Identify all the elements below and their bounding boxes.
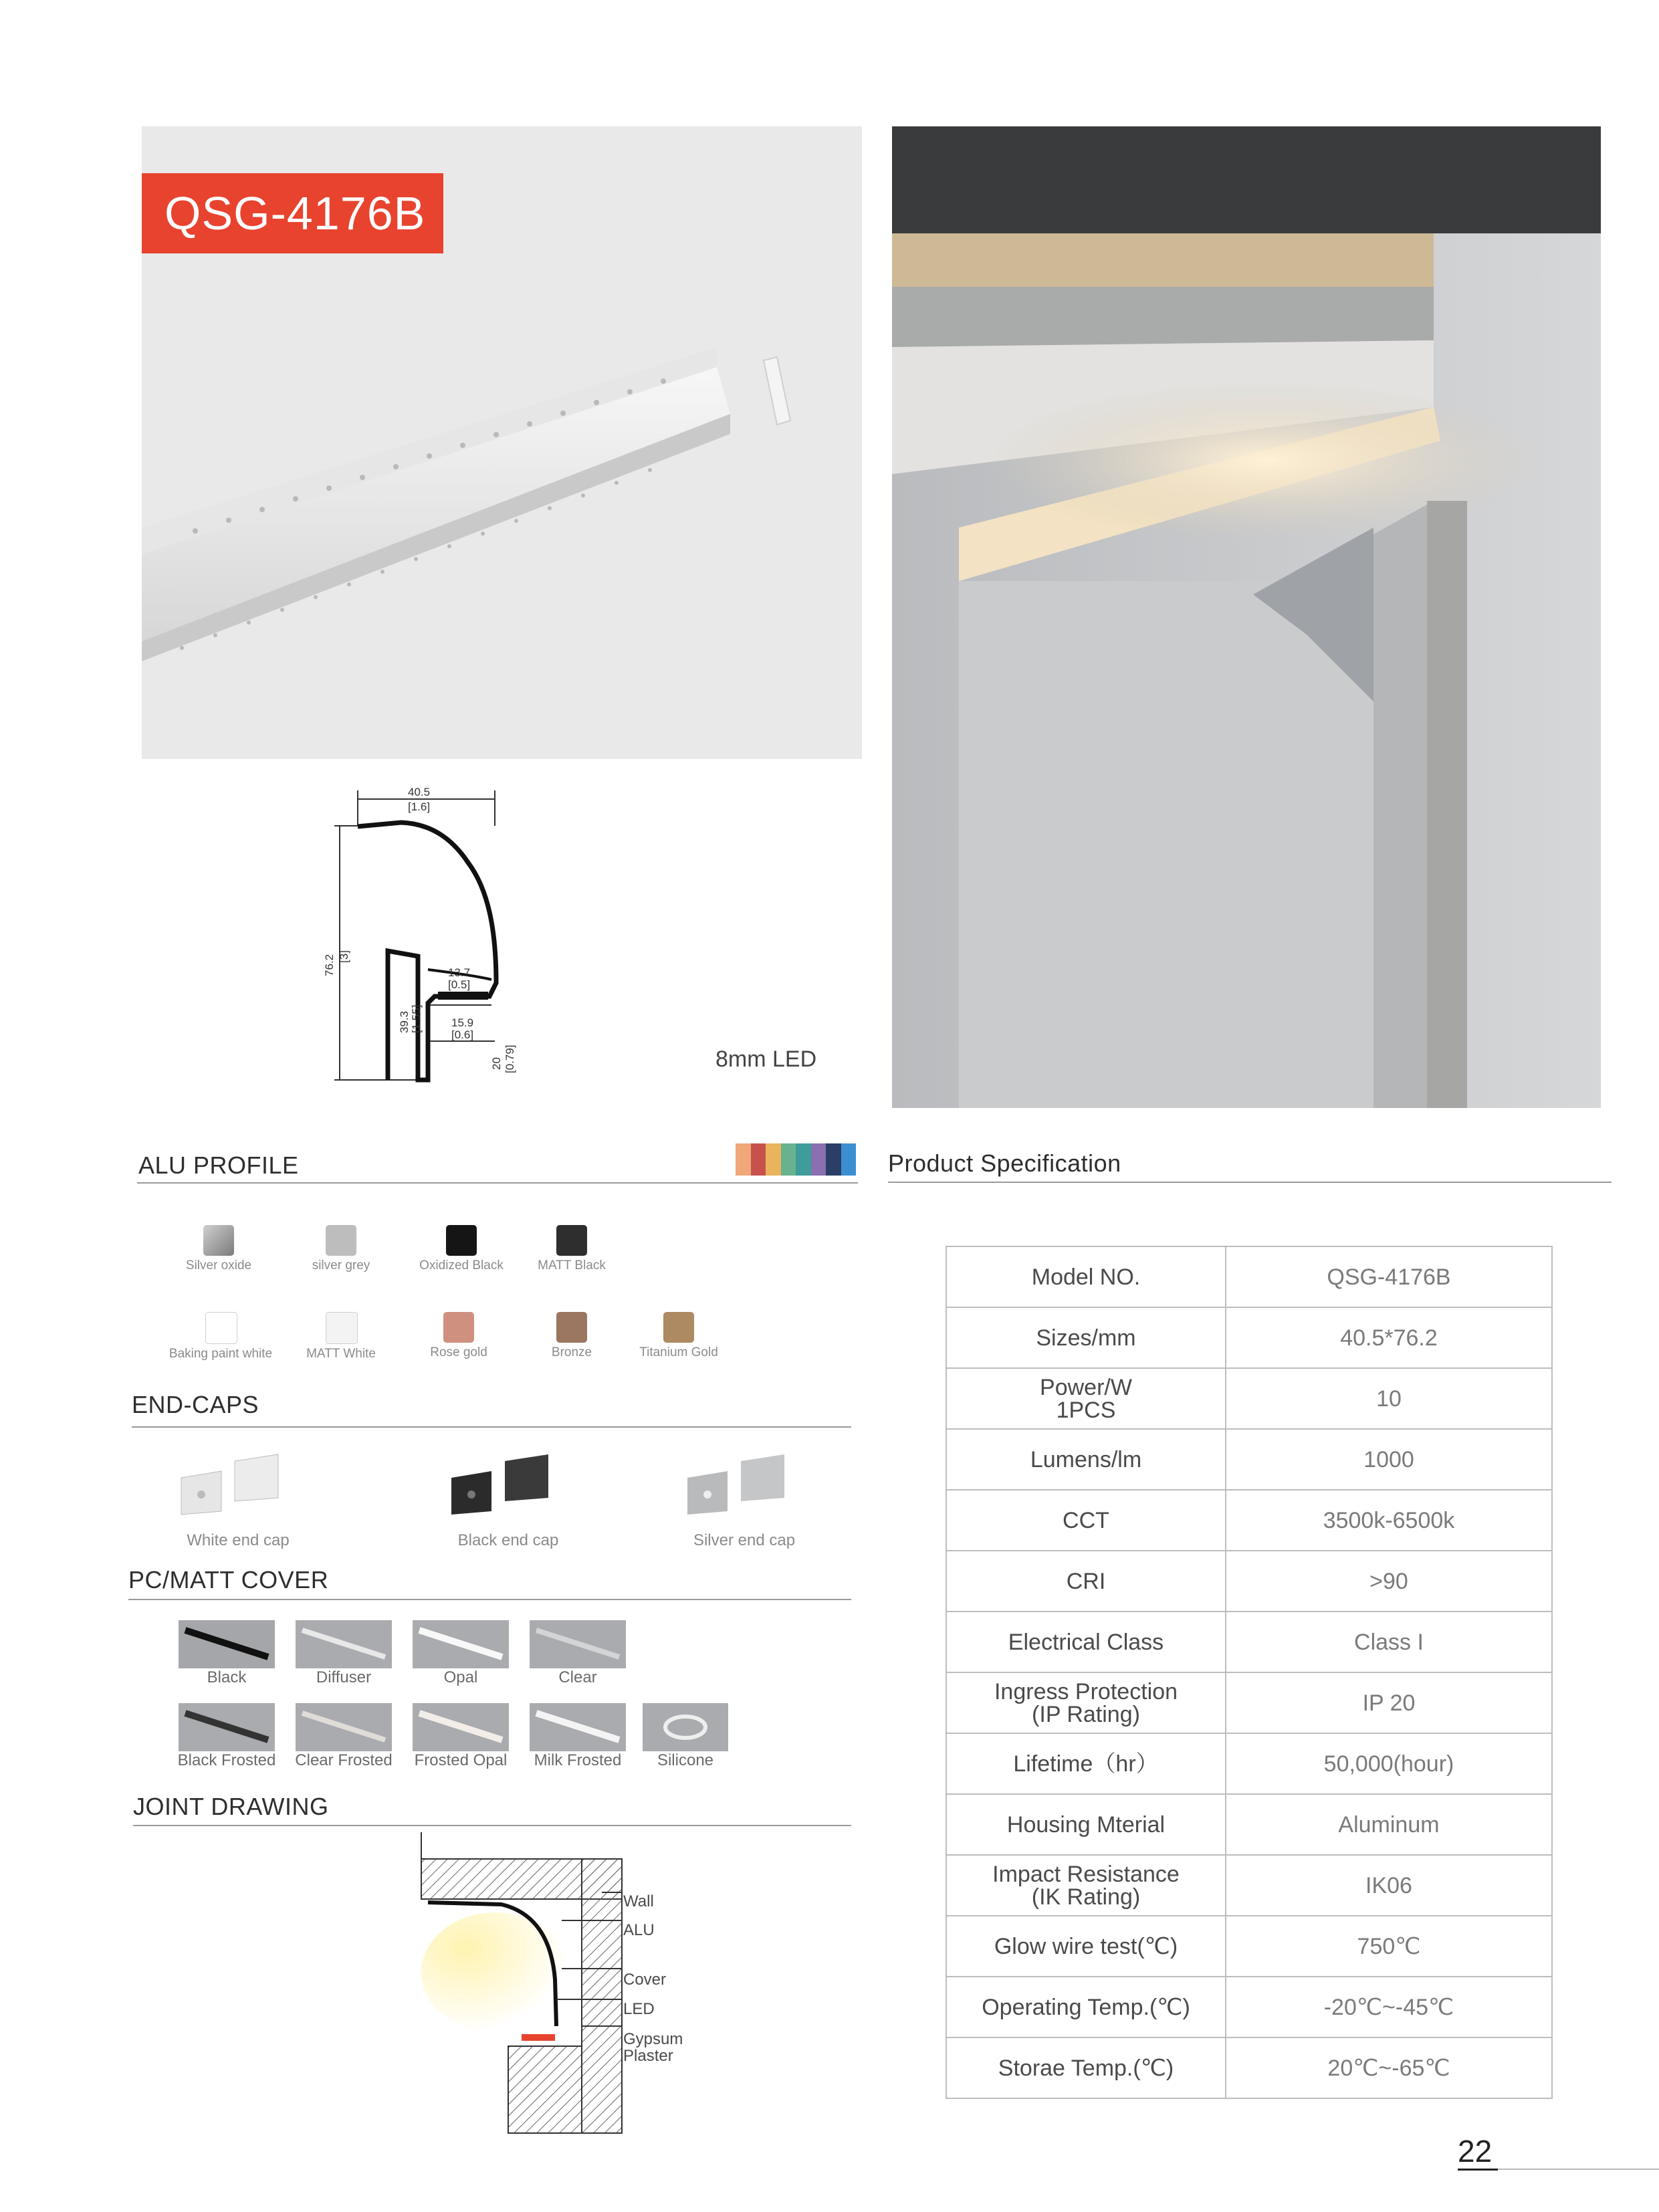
- cover-swatch: [296, 1703, 392, 1751]
- dim-width: 40.5: [408, 786, 431, 798]
- spec-row: [946, 1551, 1552, 1612]
- finish-label: Rose gold: [430, 1345, 487, 1359]
- profile-cross-section-drawing: [308, 776, 588, 1097]
- finish-swatch: [326, 1225, 356, 1256]
- spec-value: IP 20: [1226, 1672, 1552, 1733]
- cover-opal: [397, 1620, 524, 1687]
- finish-label: Oxidized Black: [419, 1258, 504, 1273]
- spec-value: Aluminum: [1226, 1794, 1552, 1855]
- dim-height: 76.2: [323, 954, 336, 976]
- cover-label: Silicone: [657, 1751, 714, 1769]
- cover-diffuser: [280, 1620, 407, 1687]
- spec-value: IK06: [1226, 1855, 1552, 1916]
- cover-swatch: [179, 1703, 275, 1751]
- cover-clear-frosted: [280, 1703, 407, 1770]
- spec-key: [946, 1733, 1226, 1794]
- cover-swatch: [530, 1620, 626, 1668]
- spec-key-line: Electrical Class: [1008, 1629, 1164, 1655]
- cover-clear: [514, 1620, 641, 1687]
- spec-key: [946, 1307, 1226, 1368]
- cover-label: Opal: [443, 1668, 478, 1686]
- end-cap-label: White end cap: [187, 1531, 290, 1549]
- palette-color: [841, 1143, 857, 1176]
- spec-key: [946, 1612, 1226, 1672]
- spec-value: >90: [1226, 1551, 1552, 1612]
- spec-value: 50,000(hour): [1226, 1733, 1552, 1794]
- dim-channel: 15.9: [451, 1016, 474, 1029]
- joint-drawing-title: JOINT DRAWING: [133, 1793, 329, 1820]
- finish-swatch: [446, 1225, 477, 1256]
- spec-key: [946, 1490, 1226, 1551]
- spec-key: [946, 1794, 1226, 1855]
- dim-width-in: [1.6]: [408, 800, 431, 813]
- finish-label: Titanium Gold: [639, 1345, 718, 1359]
- spec-row: [946, 1307, 1552, 1368]
- finish-baking-paint-white: [154, 1312, 288, 1361]
- end-cap-label: Black end cap: [457, 1531, 559, 1549]
- cover-swatch: [643, 1703, 728, 1751]
- spec-row: [946, 1246, 1552, 1307]
- cover-swatch: [179, 1620, 275, 1668]
- spec-key-line: Storae Temp.(℃): [998, 2055, 1174, 2081]
- alu-profile-title: ALU PROFILE: [138, 1151, 299, 1179]
- spec-key-line: CCT: [1063, 1507, 1109, 1533]
- finish-silver-grey: [274, 1225, 408, 1273]
- spec-key-line: Ingress Protection: [994, 1678, 1178, 1704]
- spec-key-line: Power/W: [1040, 1374, 1132, 1400]
- spec-key-line: Glow wire test(℃): [994, 1933, 1178, 1959]
- finish-titanium-gold: [612, 1312, 746, 1360]
- page-footer-rule: [1498, 2169, 1659, 2170]
- dim-led-width: 13.7: [448, 966, 471, 979]
- spec-key: [946, 1246, 1226, 1307]
- finish-matt-black: [505, 1225, 639, 1273]
- spec-key-subline: (IK Rating): [1031, 1884, 1141, 1910]
- spec-row: [946, 1429, 1552, 1490]
- palette-color: [781, 1143, 796, 1176]
- spec-key: [946, 2037, 1226, 2098]
- cover-label: Black Frosted: [177, 1751, 276, 1769]
- color-palette-strip: [736, 1143, 856, 1176]
- finish-label: Baking paint white: [169, 1347, 273, 1361]
- alu-profile-rule: [137, 1182, 858, 1184]
- spec-value: -20℃~-45℃: [1226, 1977, 1552, 2037]
- joint-label-cover: Cover: [623, 1971, 667, 1989]
- spec-key-line: Lumens/lm: [1030, 1446, 1142, 1472]
- covers-title: PC/MATT COVER: [128, 1566, 329, 1593]
- cover-swatch: [296, 1620, 392, 1668]
- end-caps-rule: [132, 1426, 851, 1428]
- joint-label-plaster: Plaster: [623, 2047, 673, 2065]
- finish-silver-oxide: [152, 1225, 286, 1273]
- spec-key-line: CRI: [1066, 1568, 1106, 1594]
- finish-swatch: [203, 1225, 234, 1256]
- spec-key: [946, 1429, 1226, 1490]
- spec-key-line: Sizes/mm: [1036, 1325, 1136, 1351]
- spec-value: 10: [1226, 1368, 1552, 1429]
- spec-key-line: Lifetime（hr）: [1013, 1751, 1159, 1777]
- cover-label: Frosted Opal: [414, 1751, 508, 1769]
- installation-photo: [892, 126, 1601, 1108]
- end-cap-label: Silver end cap: [693, 1531, 796, 1549]
- finish-swatch: [556, 1312, 587, 1343]
- end-cap-graphic: [421, 1448, 595, 1528]
- spec-key-subline: 1PCS: [1056, 1397, 1116, 1423]
- finish-swatch: [205, 1312, 237, 1344]
- spec-key-line: Impact Resistance: [992, 1861, 1180, 1887]
- cover-silicone: [622, 1703, 749, 1770]
- finish-label: silver grey: [312, 1258, 370, 1273]
- finish-swatch: [443, 1312, 474, 1343]
- end-cap-silver: [657, 1448, 831, 1550]
- spec-value: 750℃: [1226, 1916, 1552, 1977]
- finish-label: Silver oxide: [185, 1258, 252, 1273]
- palette-color: [751, 1143, 766, 1176]
- led-size-label: 8mm LED: [715, 1046, 817, 1072]
- cover-frosted-opal: [397, 1703, 524, 1770]
- model-badge: QSG-4176B: [142, 173, 443, 253]
- finish-matt-white: [274, 1312, 408, 1361]
- finish-swatch: [326, 1312, 358, 1344]
- cover-swatch: [413, 1703, 509, 1751]
- end-cap-white: [151, 1448, 325, 1550]
- finish-swatch: [556, 1225, 587, 1256]
- spec-value: QSG-4176B: [1226, 1246, 1552, 1307]
- dim-height-in: [3]: [338, 950, 350, 963]
- cover-label: Black: [207, 1668, 247, 1686]
- finish-label: MATT White: [306, 1347, 376, 1361]
- spec-key: [946, 1855, 1226, 1916]
- spec-row: [946, 1977, 1552, 2037]
- spec-row: [946, 1672, 1552, 1733]
- cover-label: Milk Frosted: [534, 1751, 622, 1769]
- spec-row: [946, 1733, 1552, 1794]
- cover-black-frosted: [163, 1703, 290, 1770]
- palette-color: [811, 1143, 826, 1176]
- end-cap-black: [421, 1448, 595, 1550]
- spec-row: [946, 1612, 1552, 1672]
- palette-color: [796, 1143, 811, 1176]
- spec-row: [946, 1490, 1552, 1551]
- end-cap-graphic: [151, 1448, 325, 1528]
- spec-key: [946, 1672, 1226, 1733]
- spec-row: [946, 1794, 1552, 1855]
- cover-swatch: [530, 1703, 626, 1751]
- spec-key: [946, 1916, 1226, 1977]
- finish-label: MATT Black: [538, 1258, 606, 1273]
- spec-key-line: Model NO.: [1031, 1264, 1141, 1290]
- dim-flange: 20: [490, 1057, 503, 1070]
- palette-color: [826, 1143, 841, 1176]
- spec-value: Class I: [1226, 1612, 1552, 1672]
- joint-label-alu: ALU: [623, 1921, 655, 1939]
- ceiling-cove-illustration: [892, 126, 1601, 1108]
- end-cap-graphic: [657, 1448, 831, 1528]
- spec-row: [946, 1855, 1552, 1916]
- spec-key: [946, 1368, 1226, 1429]
- spec-key: [946, 1551, 1226, 1612]
- end-caps-title: END-CAPS: [132, 1391, 259, 1418]
- cover-black: [163, 1620, 290, 1687]
- spec-value: 20℃~-65℃: [1226, 2037, 1552, 2098]
- spec-row: [946, 1916, 1552, 1977]
- joint-label-led: LED: [623, 2000, 655, 2018]
- spec-value: 1000: [1226, 1429, 1552, 1490]
- spec-key-line: Operating Temp.(℃): [982, 1994, 1190, 2020]
- spec-table: [946, 1246, 1553, 2099]
- spec-row: [946, 1368, 1552, 1429]
- cover-label: Diffuser: [316, 1668, 372, 1686]
- dim-led-width-in: [0.5]: [448, 978, 471, 991]
- palette-color: [736, 1143, 751, 1176]
- dim-lower-height-in: [1.55]: [410, 1004, 423, 1033]
- spec-key-line: Housing Mterial: [1006, 1811, 1166, 1838]
- spec-key-subline: (IP Rating): [1032, 1701, 1140, 1727]
- palette-color: [766, 1143, 781, 1176]
- dim-channel-in: [0.6]: [451, 1028, 474, 1041]
- finish-swatch: [663, 1312, 694, 1343]
- cover-label: Clear: [558, 1668, 597, 1686]
- spec-key: [946, 1977, 1226, 2037]
- cover-label: Clear Frosted: [295, 1751, 393, 1769]
- page-number: 22: [1458, 2134, 1492, 2169]
- covers-rule: [128, 1599, 851, 1600]
- finish-label: Bronze: [551, 1345, 592, 1359]
- cover-swatch: [413, 1620, 509, 1668]
- spec-row: [946, 2037, 1552, 2098]
- dim-flange-in: [0.79]: [504, 1044, 516, 1073]
- joint-label-wall: Wall: [623, 1892, 654, 1910]
- dim-lower-height: 39.3: [398, 1010, 411, 1033]
- spec-title: Product Specification: [888, 1149, 1121, 1177]
- spec-rule: [888, 1182, 1612, 1183]
- joint-label-gypsum: Gypsum: [623, 2030, 683, 2048]
- spec-value: 40.5*76.2: [1226, 1307, 1552, 1368]
- spec-value: 3500k-6500k: [1226, 1490, 1552, 1551]
- page-number-underline: [1458, 2169, 1498, 2171]
